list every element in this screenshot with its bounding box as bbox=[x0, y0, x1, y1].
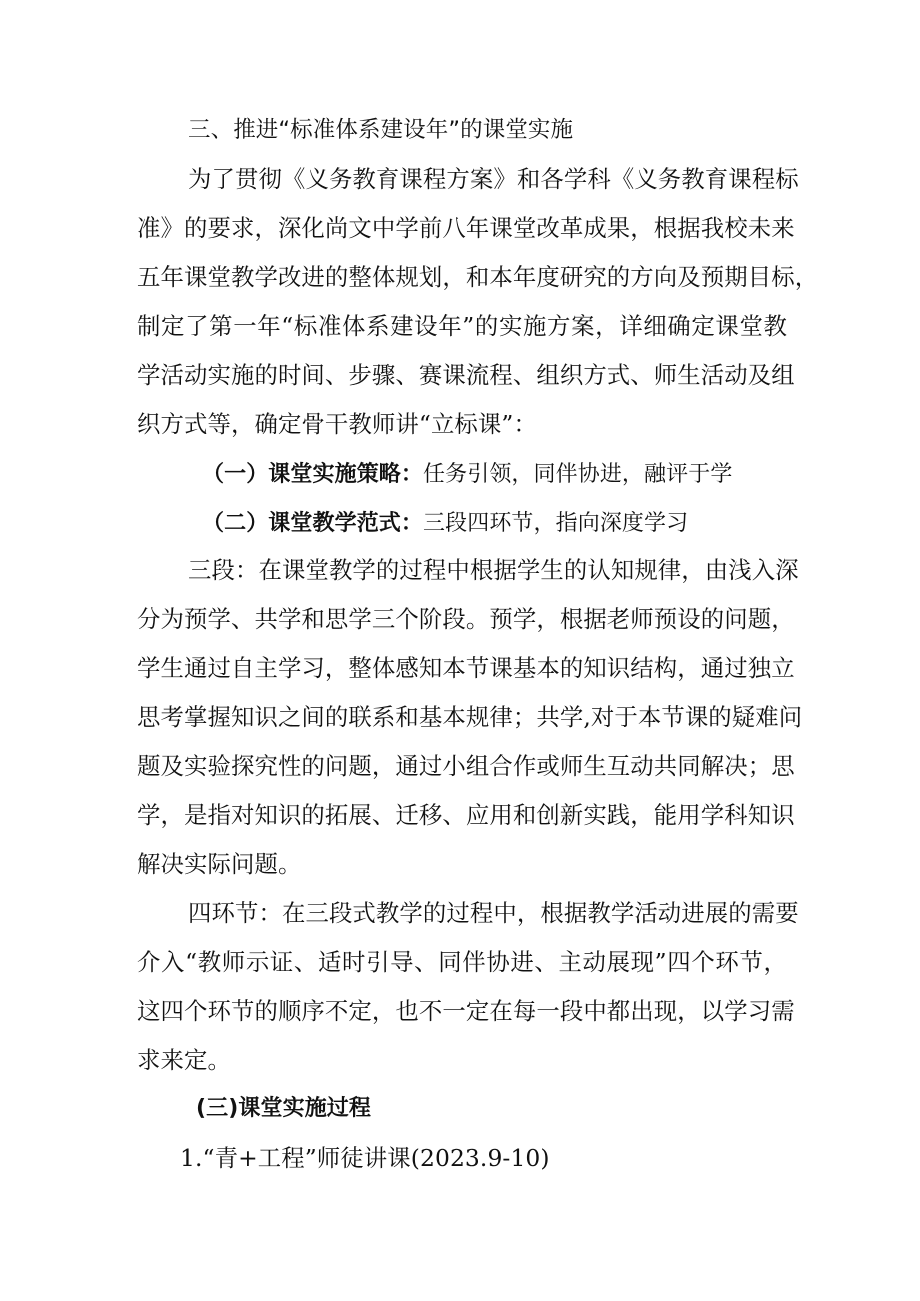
four-links-line-3: 这四个环节的顺序不定，也不一定在每一段中都出现，以学习需 bbox=[137, 997, 795, 1025]
intro-line-3: 五年课堂教学改进的整体规划，和本年度研究的方向及预期目标， bbox=[137, 263, 819, 291]
subsection-2-content: 三段四环节，指向深度学习 bbox=[423, 511, 689, 536]
three-stages-line-6: 学，是指对知识的拓展、迁移、应用和创新实践，能用学科知识 bbox=[137, 801, 795, 829]
four-links-line-2: 介入“教师示证、适时引导、同伴协进、主动展现”四个环节， bbox=[137, 948, 787, 976]
subsection-2 bbox=[202, 506, 688, 540]
intro-line-2: 准》的要求，深化尚文中学前八年课堂改革成果，根据我校未来 bbox=[137, 214, 795, 242]
subsection-1-content: 任务引领，同伴协进，融评于学 bbox=[423, 462, 733, 487]
subsection-1-title: （一）课堂实施策略： bbox=[202, 462, 424, 487]
four-links-line-1: 四环节：在三段式教学的过程中，根据教学活动进展的需要 bbox=[188, 899, 799, 927]
three-stages-line-3: 学生通过自主学习，整体感知本节课基本的知识结构，通过独立 bbox=[137, 654, 795, 682]
three-stages-line-7: 解决实际问题。 bbox=[137, 850, 302, 878]
intro-line-4: 制定了第一年“标准体系建设年”的实施方案，详细确定课堂教 bbox=[137, 312, 787, 340]
subsection-3-title: (三)课堂实施过程 bbox=[196, 1096, 372, 1121]
three-stages-line-4: 思考掌握知识之间的联系和基本规律；共学,对于本节课的疑难问 bbox=[137, 703, 803, 731]
three-stages-line-5: 题及实验探究性的问题，通过小组合作或师生互动共同解决；思 bbox=[137, 752, 795, 780]
section-heading: 三、推进“标准体系建设年”的课堂实施 bbox=[188, 117, 574, 143]
three-stages-line-2: 分为预学、共学和思学三个阶段。预学，根据老师预设的问题， bbox=[137, 605, 795, 633]
three-stages-line-1: 三段：在课堂教学的过程中根据学生的认知规律，由浅入深 bbox=[188, 556, 799, 584]
intro-line-6: 织方式等，确定骨干教师讲“立标课”： bbox=[137, 410, 537, 438]
four-links-line-4: 求来定。 bbox=[137, 1046, 231, 1074]
subsection-2-title: （二）课堂教学范式： bbox=[202, 511, 424, 536]
intro-line-1: 为了贯彻《义务教育课程方案》和各学科《义务教育课程标 bbox=[188, 165, 799, 193]
item-1: 1.“青+工程”师徒讲课(2023.9-10) bbox=[180, 1144, 550, 1172]
intro-line-5: 学活动实施的时间、步骤、赛课流程、组织方式、师生活动及组 bbox=[137, 361, 795, 389]
subsection-1 bbox=[202, 457, 732, 491]
